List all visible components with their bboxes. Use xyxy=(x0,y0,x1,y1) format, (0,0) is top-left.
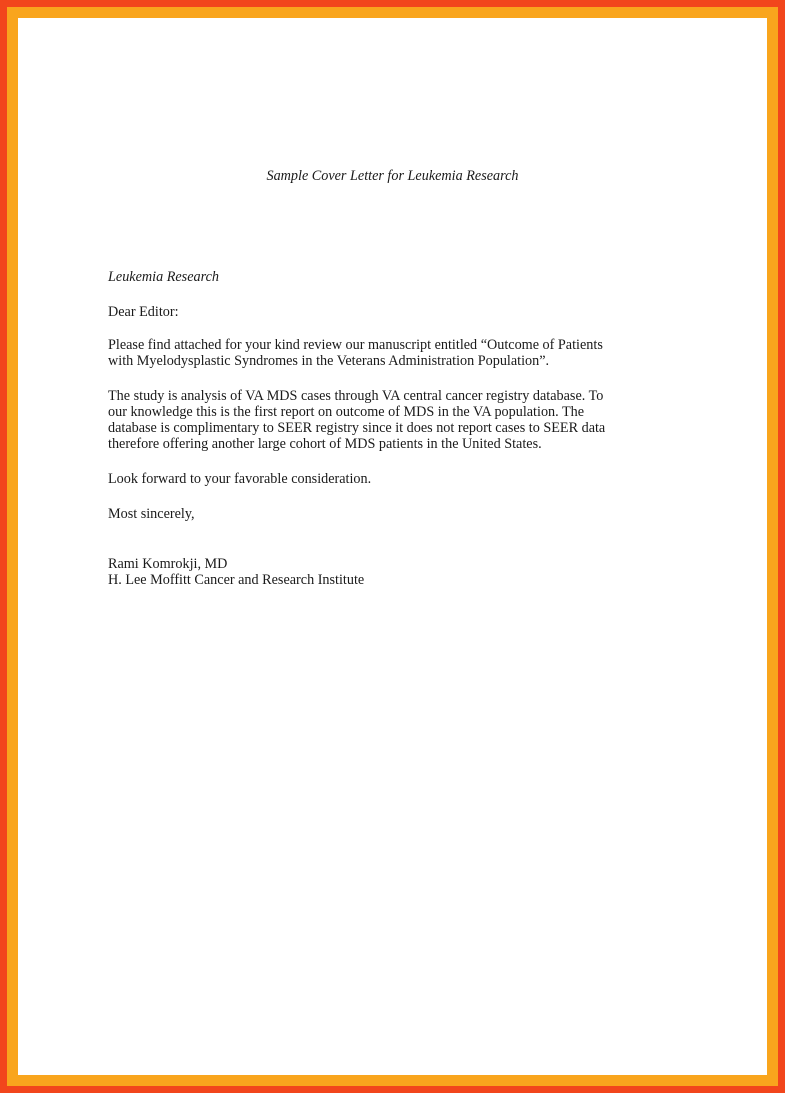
letter-title: Sample Cover Letter for Leukemia Research xyxy=(266,168,519,184)
paragraph-manuscript xyxy=(108,337,648,369)
paragraph-line: our knowledge this is the first report on outcome of MDS in the VA population. The xyxy=(108,404,585,420)
paragraph-line: therefore offering another large cohort of MDS patients in the United States. xyxy=(108,436,542,452)
signer-institution: H. Lee Moffitt Cancer and Research Institute xyxy=(108,572,365,588)
salutation: Dear Editor: xyxy=(108,304,179,320)
paragraph-line: The study is analysis of VA MDS cases through VA central cancer registry database. To xyxy=(108,388,604,404)
paragraph-consideration: Look forward to your favorable consideration. xyxy=(108,471,372,487)
closing: Most sincerely, xyxy=(108,506,195,522)
paragraph-study xyxy=(108,388,648,452)
paragraph-line: with Myelodysplastic Syndromes in the Veterans Administration Population”. xyxy=(108,353,550,369)
journal-name: Leukemia Research xyxy=(108,269,219,285)
signer-name: Rami Komrokji, MD xyxy=(108,556,228,572)
paragraph-line: database is complimentary to SEER registry since it does not report cases to SEER data xyxy=(108,420,606,436)
paragraph-line: Please find attached for your kind review our manuscript entitled “Outcome of Patients xyxy=(108,337,603,353)
